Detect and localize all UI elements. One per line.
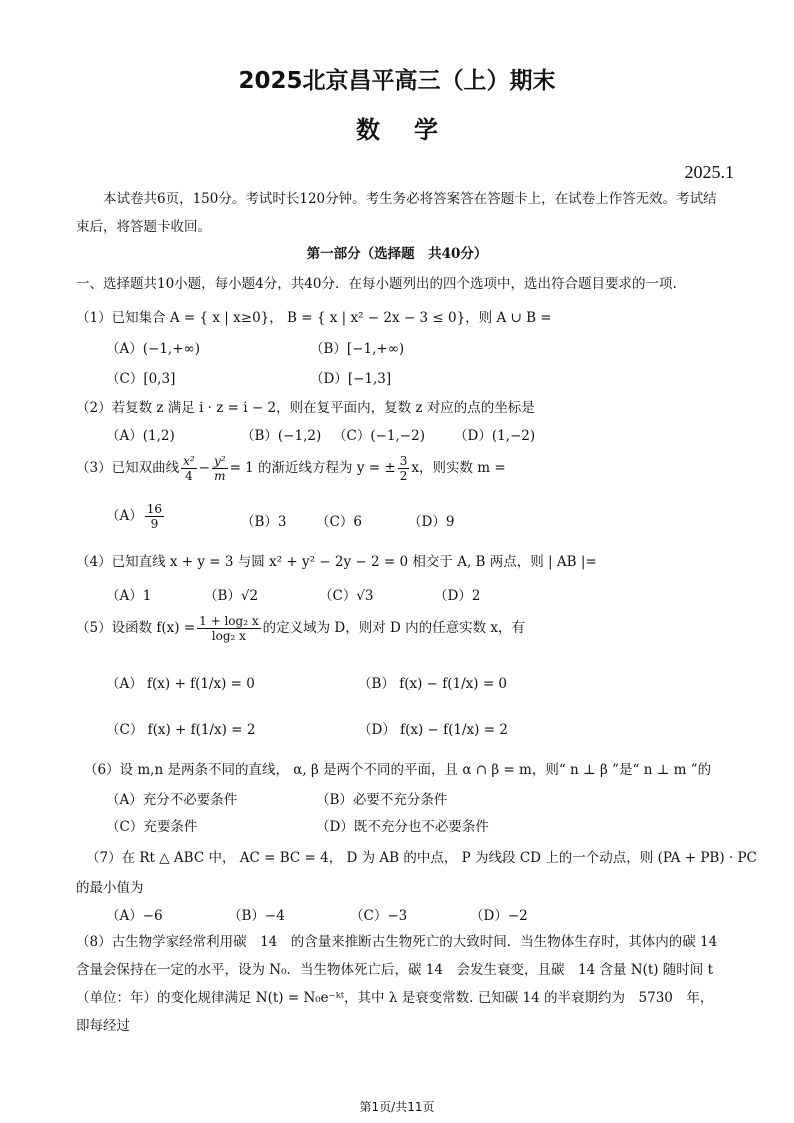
question-5-option-b: （B） f(x) − f(1/x) = 0 bbox=[358, 676, 508, 692]
question-3-option-b: （B）3 bbox=[241, 514, 287, 530]
question-3-stem-mid: = 1 的渐近线方程为 y = ± bbox=[229, 460, 396, 476]
question-2-option-b: （B）(−1,2) bbox=[241, 428, 322, 444]
question-4-stem: （4）已知直线 x + y = 3 与圆 x² + y² − 2y − 2 = 0 相交于 A, B 两点，则 | AB |= bbox=[76, 554, 597, 570]
question-1-stem: （1）已知集合 A = { x | x≥0}， B = { x | x² − 2x − 3 ≤ 0}，则 A ∪ B = bbox=[76, 310, 552, 326]
question-2-option-d: （D）(1,−2) bbox=[454, 428, 536, 444]
question-7-option-b: （B）−4 bbox=[228, 908, 285, 924]
question-6-option-d: （D）既不充分也不必要条件 bbox=[316, 819, 489, 835]
question-6-option-a: （A）充分不必要条件 bbox=[106, 792, 238, 808]
question-3-option-d: （D）9 bbox=[408, 514, 455, 530]
question-4-option-b: （B）√2 bbox=[204, 588, 259, 604]
question-3-stem-pre: （3）已知双曲线 bbox=[76, 460, 180, 476]
question-6-option-b: （B）必要不充分条件 bbox=[316, 792, 448, 808]
question-5-stem: （5）设函数 f(x) = $\frac{\text{1 + log₂ x}}{\text{log₂ x}}$ 的定义域为 D，则对 D 内的任意实数 x，有 bbox=[76, 614, 526, 643]
question-2-stem: （2）若复数 z 满足 i · z = i − 2，则在复平面内，复数 z 对应的点的坐标是 bbox=[76, 400, 535, 416]
exam-instructions: 本试卷共6页，150分。考试时长120分钟。考生务必将答案答在答题卡上，在试卷上作答无效。考试结束后，将答题卡收回。 bbox=[76, 191, 717, 235]
question-3-option-a: （A） $\frac{16}{9}$ bbox=[106, 502, 163, 531]
question-1-option-b: （B）[−1,+∞) bbox=[310, 341, 405, 357]
question-3-stem-post: x，则实数 m = bbox=[411, 460, 506, 476]
section-instruction: 一、选择题共10小题，每小题4分，共40分．在每小题列出的四个选项中，选出符合题目要求的一项. bbox=[76, 276, 677, 292]
page-footer: 第1页/共11页 bbox=[359, 1100, 435, 1114]
fraction-16-over-9: $\frac{16}{9}$ bbox=[146, 502, 163, 531]
question-5-option-c: （C） f(x) + f(1/x) = 2 bbox=[106, 722, 256, 738]
question-5-option-d: （D） f(x) − f(1/x) = 2 bbox=[358, 722, 508, 738]
question-3-stem: （3）已知双曲线 $\frac{\text{x²}}{4}$ − $\frac{\text{y²}}{m}$ = 1 的渐近线方程为 y = ± $\frac{3}{2}$ x，则实数 m = bbox=[76, 454, 506, 483]
question-6-option-c: （C）充要条件 bbox=[106, 819, 198, 835]
part-title: 第一部分（选择题 共40分） bbox=[306, 246, 488, 262]
question-5-option-a: （A） f(x) + f(1/x) = 0 bbox=[106, 676, 255, 692]
question-1-option-c: （C）[0,3] bbox=[106, 371, 176, 387]
question-2-option-c: （C）(−1,−2) bbox=[333, 428, 425, 444]
question-4-option-c: （C）√3 bbox=[319, 588, 374, 604]
question-2-option-a: （A）(1,2) bbox=[106, 428, 175, 444]
subject-title: 数学 bbox=[356, 116, 472, 144]
question-3-option-c: （C）6 bbox=[316, 514, 362, 530]
question-7-stem-continued: 的最小值为 bbox=[76, 880, 144, 896]
question-8-stem: （8）古生物学家经常利用碳 14 的含量来推断古生物死亡的大致时间．当生物体生存时，其体内的碳 14 含量会保持在一定的水平，设为 N₀．当生物体死亡后，碳 14 会发生衰变，且碳 14 含量 N(t) 随时间 t（单位：年）的变化规律满足 N(t) = N₀e⁻ᵏᵗ，其中 λ 是衰变常数. 已知碳 14 的半衰期约为 5730 年，即每经过 bbox=[76, 934, 718, 1034]
question-7-option-a: （A）−6 bbox=[106, 908, 163, 924]
question-7-stem: （7）在 Rt △ ABC 中， AC = BC = 4， D 为 AB 的中点， P 为线段 CD 上的一个动点，则 (PA + PB) · PC bbox=[86, 850, 757, 866]
question-4-option-d: （D）2 bbox=[434, 588, 481, 604]
page-title: 2025北京昌平高三（上）期末 bbox=[238, 68, 556, 94]
question-1-option-d: （D）[−1,3] bbox=[310, 371, 392, 387]
fraction-3-over-2: $\frac{3}{2}$ bbox=[399, 454, 408, 483]
question-4-option-a: （A）1 bbox=[106, 588, 152, 604]
question-1-option-a: （A）(−1,+∞) bbox=[106, 341, 201, 357]
question-7-option-d: （D）−2 bbox=[470, 908, 528, 924]
fraction-log-function: $\frac{\text{1 + log₂ x}}{\text{log₂ x}}$ bbox=[199, 614, 259, 643]
fraction-x2-over-4: $\frac{\text{x²}}{4}$ bbox=[183, 454, 195, 483]
fraction-y2-over-m: $\frac{\text{y²}}{m}$ bbox=[213, 454, 226, 483]
exam-date: 2025.1 bbox=[684, 162, 734, 182]
question-7-option-c: （C）−3 bbox=[350, 908, 408, 924]
question-6-stem: （6）设 m,n 是两条不同的直线， α, β 是两个不同的平面，且 α ∩ β = m，则“ n ⊥ β ”是“ n ⊥ m ”的 bbox=[84, 762, 712, 778]
